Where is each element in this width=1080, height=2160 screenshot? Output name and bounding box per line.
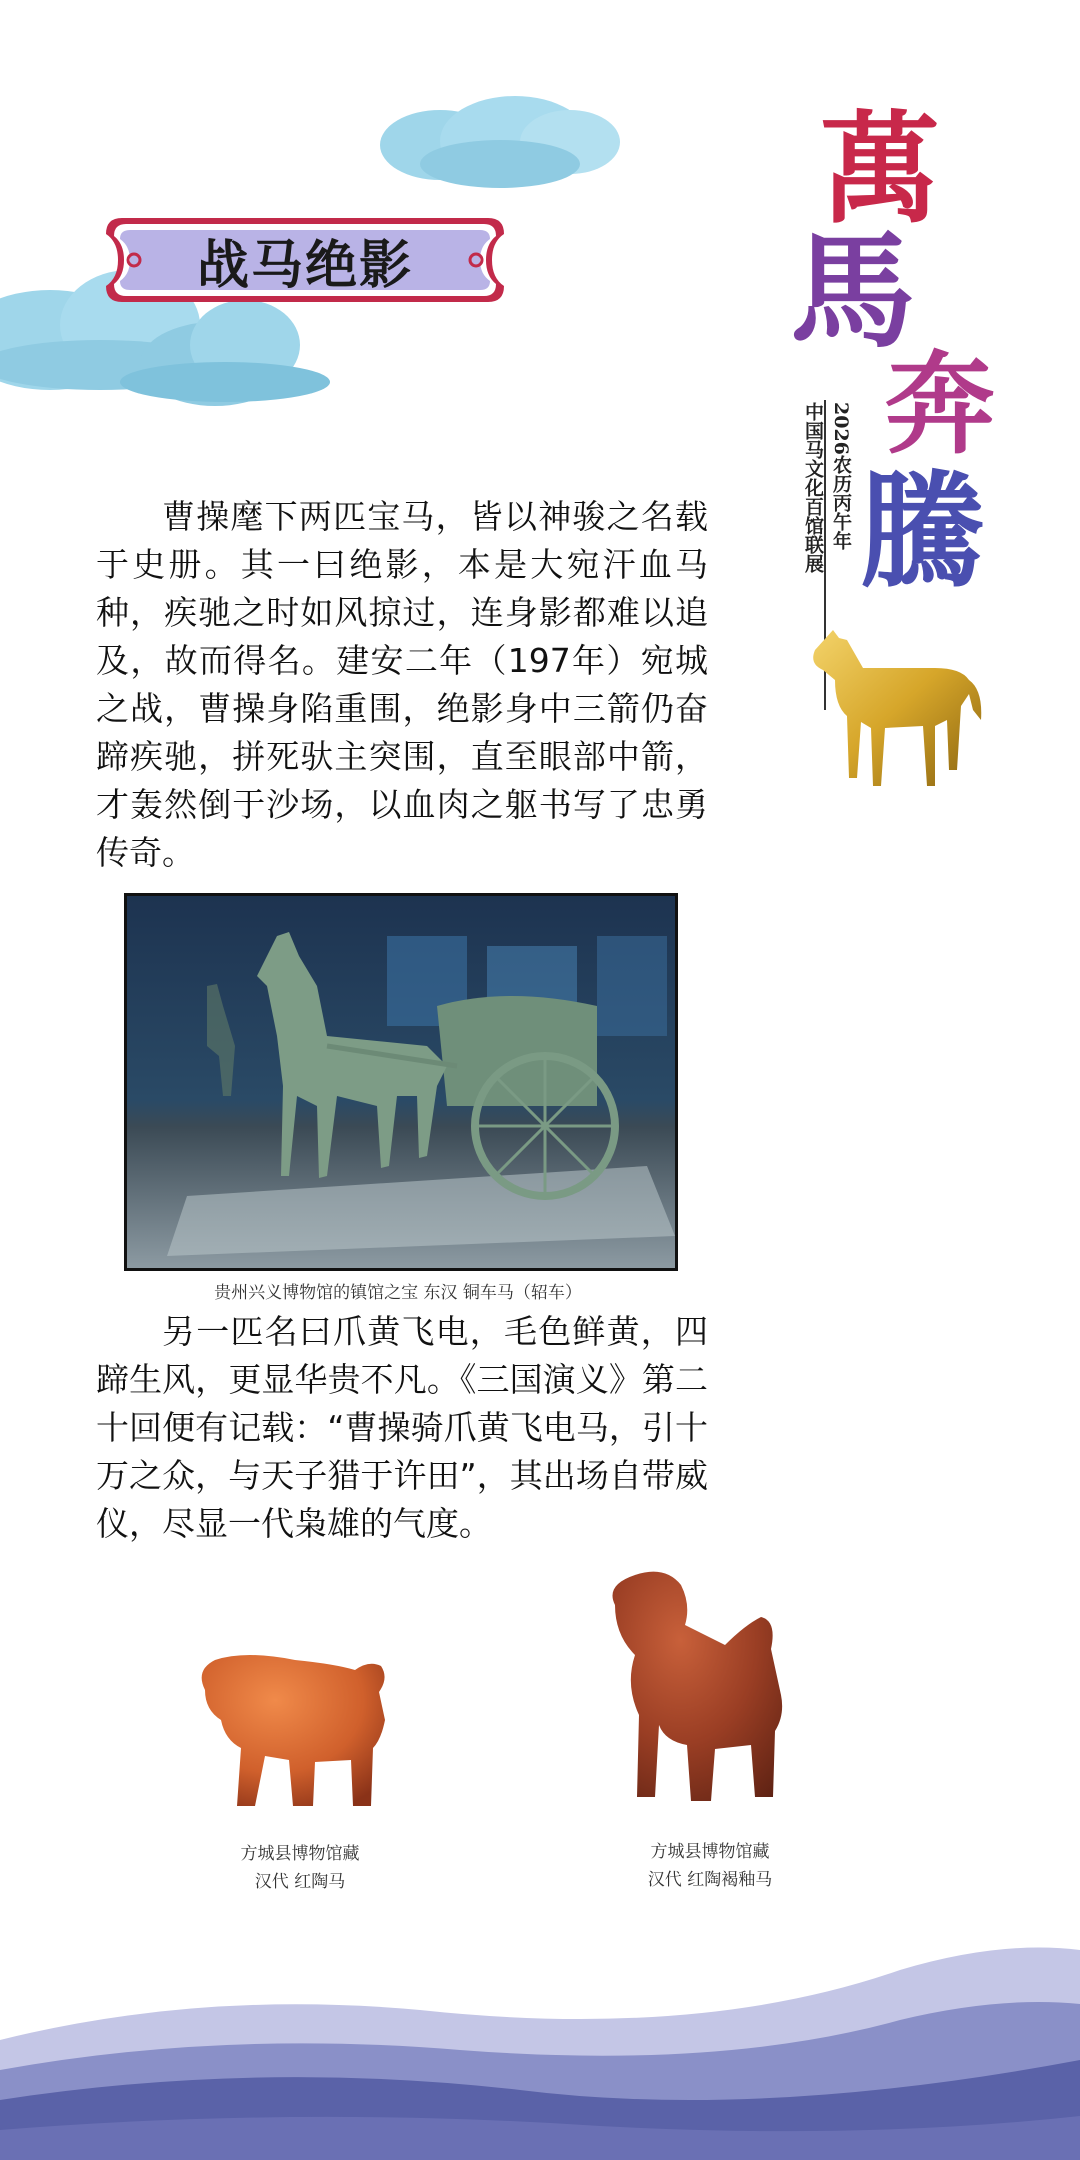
horse-caption-1 [190,1840,410,1896]
gold-horse-image [785,610,995,810]
red-pottery-horse-image [185,1630,405,1820]
horse-caption-1-desc: 汉代 红陶马 [254,1872,346,1892]
photo-caption: 贵州兴义博物馆的镇馆之宝 东汉 铜车马（轺车） [214,1283,582,1303]
brand-logo [780,99,1010,810]
horse-caption-1-museum: 方城县博物馆藏 [240,1844,360,1864]
bronze-chariot-photo [124,893,678,1271]
page-title: 战马绝影 [196,235,413,296]
brand-subtitle-year: 2026农历丙午年 [830,402,852,550]
brand-char-teng: 騰 [860,459,985,605]
title-banner [100,212,510,308]
brand-char-wan: 萬 [820,99,940,240]
brand-char-ben: 奔 [885,340,995,469]
paragraph-zhuahuangfeidian [96,1308,708,1548]
paragraph-zhuahuangfeidian-text: 另一匹名曰爪黄飞电，毛色鲜黄，四蹄生风，更显华贵不凡。《三国演义》第二十回便有记载：“曹操骑爪黄飞电马，引十万之众，与天子猎于许田”，其出场自带威仪，尽显一代枭雄的气度。 [96,1312,708,1543]
horse-caption-2 [600,1838,820,1894]
horse-caption-2-museum: 方城县博物馆藏 [650,1842,770,1862]
brand-char-ma: 馬 [790,219,915,365]
horse-caption-2-desc: 汉代 红陶褐釉马 [647,1870,773,1890]
bronze-chariot-image [127,896,675,1268]
paragraph-jueying [96,493,708,877]
red-pottery-brown-glaze-horse-image [595,1565,805,1815]
paragraph-jueying-text: 曹操麾下两匹宝马，皆以神骏之名载于史册。其一曰绝影，本是大宛汗血马种，疾驰之时如风掠过，连身影都难以追及，故而得名。建安二年（197年）宛城之战，曹操身陷重围，绝影身中三箭仍奋蹄疾驰，拼死驮主突围，直至眼部中箭，才轰然倒于沙场，以血肉之躯书写了忠勇传奇。 [96,497,708,872]
bottom-wave-decoration [0,1930,1080,2160]
brand-subtitle-exhibition: 中国马文化百馆联展 [802,402,824,573]
